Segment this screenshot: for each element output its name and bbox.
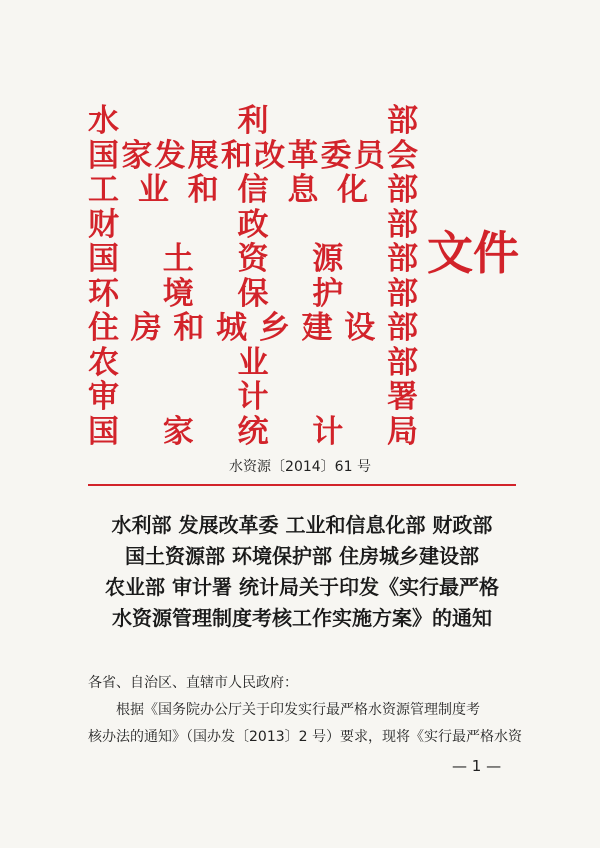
issuer-row [88,346,418,381]
issuer-row [88,277,418,312]
issuer-char: 土 [162,241,194,277]
document-title [88,510,516,634]
issuer-char: 发 [154,137,186,174]
title-line: 农业部 审计署 统计局关于印发《实行最严格 [105,575,499,599]
issuer-char: 保 [237,275,269,312]
issuer-char: 业 [137,172,169,208]
issuer-char: 化 [337,172,369,208]
title-line: 水资源管理制度考核工作实施方案》的通知 [112,606,492,630]
body-line: 核办法的通知》（国办发〔2013〕2 号）要求，现将《实行最严格水资 [88,729,522,745]
issuer-char: 境 [162,275,194,312]
issuer-char: 环 [88,275,119,312]
issuer-char: 息 [287,172,319,208]
issuer-char: 展 [187,137,219,174]
issuer-char: 部 [387,172,418,208]
issuer-char: 家 [162,413,194,450]
issuer-char: 计 [312,413,344,450]
issuer-char: 计 [237,379,269,415]
issuer-char: 部 [387,344,418,381]
issuer-char: 农 [88,344,119,381]
issuer-char: 部 [387,310,418,346]
red-divider-line [88,484,516,486]
issuer-char: 和 [187,172,219,208]
issuer-char: 局 [387,413,418,450]
issuer-row [88,139,418,174]
page-number: — 1 — [452,757,502,775]
issuer-char: 部 [387,206,418,243]
document-suffix: 文件 [427,226,519,280]
issuer-char: 乡 [258,310,290,346]
issuer-char: 财 [88,206,119,243]
issuer-char: 利 [237,103,269,139]
issuer-row [88,415,418,450]
body-paragraph [88,697,522,751]
issuer-char: 和 [220,137,252,174]
issuer-row [88,173,418,208]
body-line: 根据《国务院办公厅关于印发实行最严格水资源管理制度考 [116,702,480,718]
issuer-char: 国 [88,137,119,174]
issuer-char: 员 [353,137,385,174]
issuer-row [88,242,418,277]
issuer-char: 署 [387,379,418,415]
issuer-char: 建 [301,310,333,346]
issuer-char: 国 [88,413,119,450]
issuer-char: 部 [387,275,418,312]
issuer-row [88,208,418,243]
issuer-char: 革 [287,137,319,174]
issuer-char: 水 [88,103,119,139]
issuer-char: 和 [173,310,205,346]
issuer-char: 统 [237,413,269,450]
issuer-char: 城 [216,310,248,346]
issuer-char: 部 [387,103,418,139]
title-line: 水利部 发展改革委 工业和信息化部 财政部 [111,513,493,537]
issuer-row [88,380,418,415]
document-number: 水资源〔2014〕61 号 [229,459,371,475]
issuer-char: 设 [344,310,376,346]
issuer-char: 部 [387,241,418,277]
issuer-char: 源 [312,241,344,277]
issuer-row [88,104,418,139]
issuer-char: 政 [237,206,269,243]
issuer-char: 房 [130,310,162,346]
issuer-char: 住 [88,310,119,346]
issuer-char: 审 [88,379,119,415]
salutation: 各省、自治区、直辖市人民政府： [88,675,298,691]
issuer-char: 家 [121,137,153,174]
title-line: 国土资源部 环境保护部 住房城乡建设部 [125,544,479,568]
issuer-row [88,311,418,346]
issuer-char: 信 [237,172,269,208]
issuer-char: 会 [387,137,418,174]
issuer-char: 业 [237,344,269,381]
issuer-char: 护 [312,275,344,312]
issuer-list [88,104,418,449]
issuer-char: 改 [254,137,286,174]
issuer-char: 工 [88,172,119,208]
issuer-char: 资 [237,241,269,277]
issuer-char: 国 [88,241,119,277]
issuer-char: 委 [320,137,352,174]
